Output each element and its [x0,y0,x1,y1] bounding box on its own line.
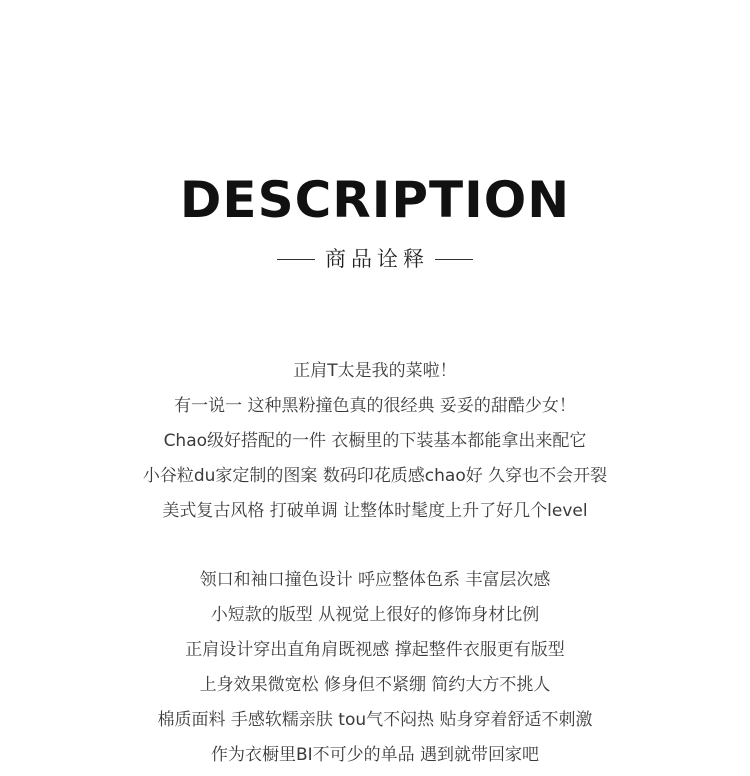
description-line: 正肩T太是我的菜啦！ [293,361,457,381]
description-line: 棉质面料 手感软糯亲肤 tou气不闷热 贴身穿着舒适不刺激 [157,710,593,730]
description-paragraph-2 [0,566,750,776]
description-line: 上身效果微宽松 修身但不紧绷 简约大方不挑人 [199,675,551,695]
description-line: 作为衣橱里BI不可少的单品 遇到就带回家吧 [210,745,540,765]
page-subtitle: 商品诠释 [325,247,429,271]
description-line: 小谷粒du家定制的图案 数码印花质感chao好 久穿也不会开裂 [142,466,608,486]
description-line: 领口和袖口撞色设计 呼应整体色系 丰富层次感 [199,570,551,590]
left-rule-divider [277,259,315,260]
description-line: 小短款的版型 从视觉上很好的修饰身材比例 [210,605,540,625]
subtitle-row [0,244,750,274]
description-line: 有一说一 这种黑粉撞色真的很经典 妥妥的甜酷少女！ [174,396,576,416]
right-rule-divider [435,259,473,260]
description-paragraph-1 [0,357,750,532]
description-line: Chao级好搭配的一件 衣橱里的下装基本都能拿出来配它 [163,431,587,451]
page-title: DESCRIPTION [179,171,571,229]
description-line: 美式复古风格 打破单调 让整体时髦度上升了好几个level [162,501,588,521]
description-line: 正肩设计穿出直角肩既视感 撑起整件衣服更有版型 [185,640,565,660]
